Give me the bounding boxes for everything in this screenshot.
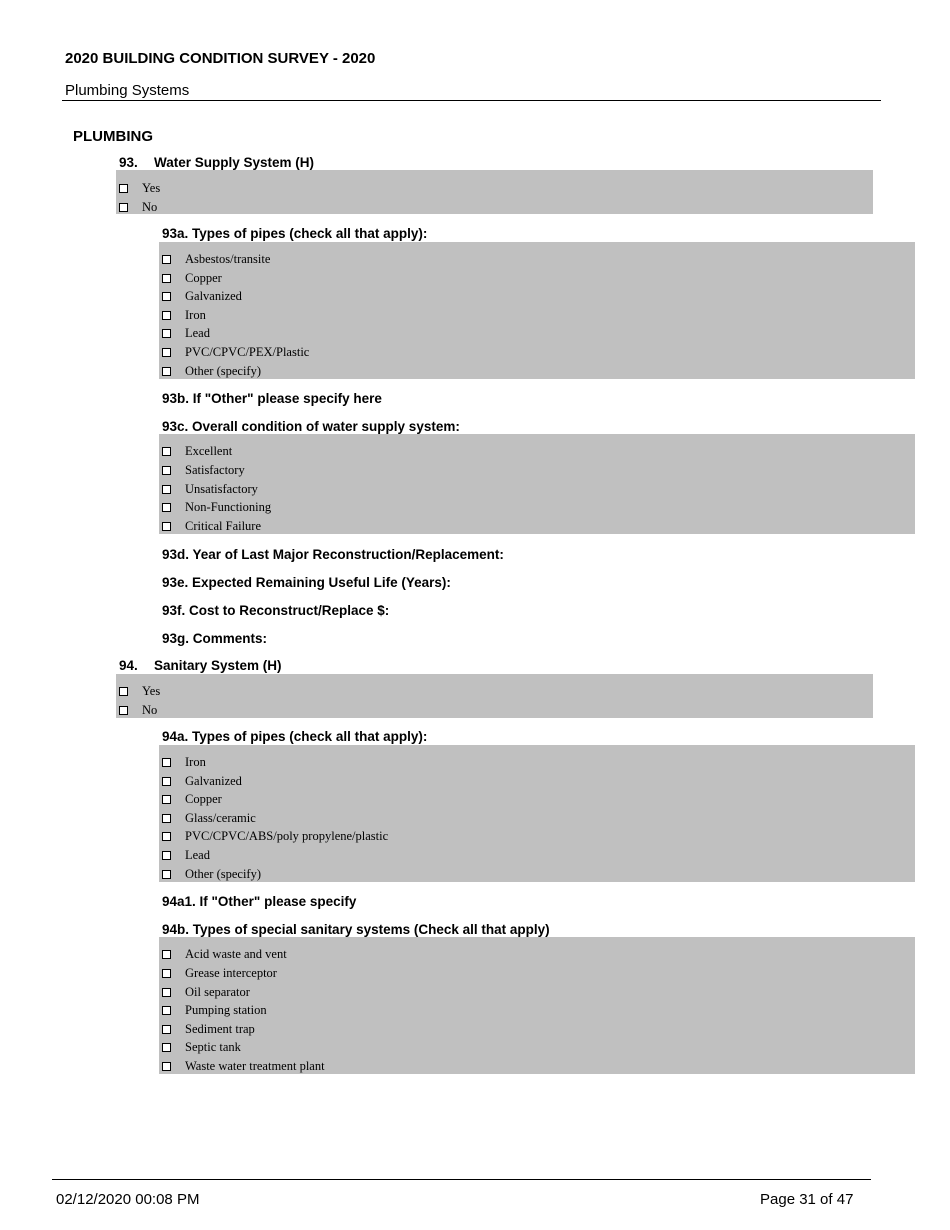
checkbox[interactable] — [162, 466, 171, 475]
checkbox[interactable] — [119, 687, 128, 696]
q94a-options — [159, 745, 915, 882]
footer-divider — [52, 1179, 871, 1180]
q93a-option[interactable]: PVC/CPVC/PEX/Plastic — [159, 343, 309, 361]
q94b-option[interactable]: Sediment trap — [159, 1020, 255, 1038]
q94a-option[interactable]: Glass/ceramic — [159, 809, 256, 827]
q93c-option[interactable]: Unsatisfactory — [159, 480, 258, 498]
q93a-option[interactable]: Other (specify) — [159, 362, 261, 380]
question-94b: 94b. Types of special sanitary systems (Check all that apply) — [162, 922, 550, 937]
q94b-option[interactable]: Waste water treatment plant — [159, 1057, 325, 1075]
checkbox[interactable] — [162, 447, 171, 456]
question-93f: 93f. Cost to Reconstruct/Replace $: — [162, 603, 390, 618]
footer-timestamp: 02/12/2020 00:08 PM — [56, 1191, 200, 1208]
q93a-option[interactable]: Galvanized — [159, 287, 242, 305]
question-93a: 93a. Types of pipes (check all that apply): — [162, 226, 428, 241]
question-93d: 93d. Year of Last Major Reconstruction/Replacement: — [162, 547, 504, 562]
checkbox[interactable] — [162, 950, 171, 959]
checkbox[interactable] — [162, 1006, 171, 1015]
q94-option-yes[interactable]: Yes — [116, 682, 160, 700]
q94b-option[interactable]: Grease interceptor — [159, 964, 277, 982]
q94a-option[interactable]: Iron — [159, 753, 206, 771]
q94b-option[interactable]: Acid waste and vent — [159, 945, 287, 963]
checkbox[interactable] — [162, 969, 171, 978]
q94a-option[interactable]: Other (specify) — [159, 865, 261, 883]
q94-options — [116, 674, 873, 718]
question-94a: 94a. Types of pipes (check all that apply): — [162, 729, 428, 744]
checkbox[interactable] — [162, 292, 171, 301]
q94b-option[interactable]: Oil separator — [159, 983, 250, 1001]
checkbox[interactable] — [162, 832, 171, 841]
q94-option-no[interactable]: No — [116, 701, 157, 719]
checkbox[interactable] — [162, 851, 171, 860]
checkbox[interactable] — [119, 706, 128, 715]
section-heading: PLUMBING — [73, 128, 153, 145]
checkbox[interactable] — [162, 758, 171, 767]
q93c-option[interactable]: Critical Failure — [159, 517, 261, 535]
question-93g: 93g. Comments: — [162, 631, 268, 646]
checkbox[interactable] — [162, 1025, 171, 1034]
checkbox[interactable] — [162, 274, 171, 283]
checkbox[interactable] — [162, 503, 171, 512]
q93a-option[interactable]: Asbestos/transite — [159, 250, 270, 268]
checkbox[interactable] — [162, 485, 171, 494]
q93-option-yes[interactable]: Yes — [116, 179, 160, 197]
question-93c: 93c. Overall condition of water supply system: — [162, 419, 460, 434]
q94a-option[interactable]: Lead — [159, 846, 210, 864]
header-divider — [62, 100, 881, 101]
q94a-option[interactable]: Copper — [159, 790, 222, 808]
q93a-option[interactable]: Copper — [159, 269, 222, 287]
q94b-options — [159, 937, 915, 1074]
q93a-option[interactable]: Iron — [159, 306, 206, 324]
q94b-option[interactable]: Pumping station — [159, 1001, 267, 1019]
q93c-option[interactable]: Satisfactory — [159, 461, 245, 479]
question-93e: 93e. Expected Remaining Useful Life (Years): — [162, 575, 451, 590]
q93a-option[interactable]: Lead — [159, 324, 210, 342]
document-subtitle: Plumbing Systems — [65, 82, 190, 99]
q93a-options — [159, 242, 915, 379]
question-93-number: 93. — [119, 155, 138, 170]
checkbox[interactable] — [162, 348, 171, 357]
checkbox[interactable] — [162, 777, 171, 786]
checkbox[interactable] — [162, 814, 171, 823]
q94a-option[interactable]: Galvanized — [159, 772, 242, 790]
q93-option-no[interactable]: No — [116, 198, 157, 216]
q93c-options — [159, 434, 915, 534]
checkbox[interactable] — [162, 367, 171, 376]
question-93-label: Water Supply System (H) — [154, 155, 315, 170]
q93c-option[interactable]: Non-Functioning — [159, 498, 271, 516]
checkbox[interactable] — [162, 870, 171, 879]
checkbox[interactable] — [162, 988, 171, 997]
question-93b: 93b. If "Other" please specify here — [162, 391, 382, 406]
document-title: 2020 BUILDING CONDITION SURVEY - 2020 — [65, 50, 376, 67]
checkbox[interactable] — [162, 795, 171, 804]
checkbox[interactable] — [119, 184, 128, 193]
question-94-number: 94. — [119, 658, 138, 673]
question-94-label: Sanitary System (H) — [154, 658, 282, 673]
checkbox[interactable] — [162, 329, 171, 338]
checkbox[interactable] — [162, 1043, 171, 1052]
question-94 — [119, 658, 282, 673]
q93-options — [116, 170, 873, 214]
question-94a1: 94a1. If "Other" please specify — [162, 894, 357, 909]
q94a-option[interactable]: PVC/CPVC/ABS/poly propylene/plastic — [159, 827, 388, 845]
checkbox[interactable] — [162, 1062, 171, 1071]
checkbox[interactable] — [119, 203, 128, 212]
q94b-option[interactable]: Septic tank — [159, 1038, 241, 1056]
checkbox[interactable] — [162, 255, 171, 264]
checkbox[interactable] — [162, 311, 171, 320]
footer-page-number: Page 31 of 47 — [760, 1191, 854, 1208]
q93c-option[interactable]: Excellent — [159, 442, 232, 460]
question-93 — [119, 155, 314, 170]
checkbox[interactable] — [162, 522, 171, 531]
